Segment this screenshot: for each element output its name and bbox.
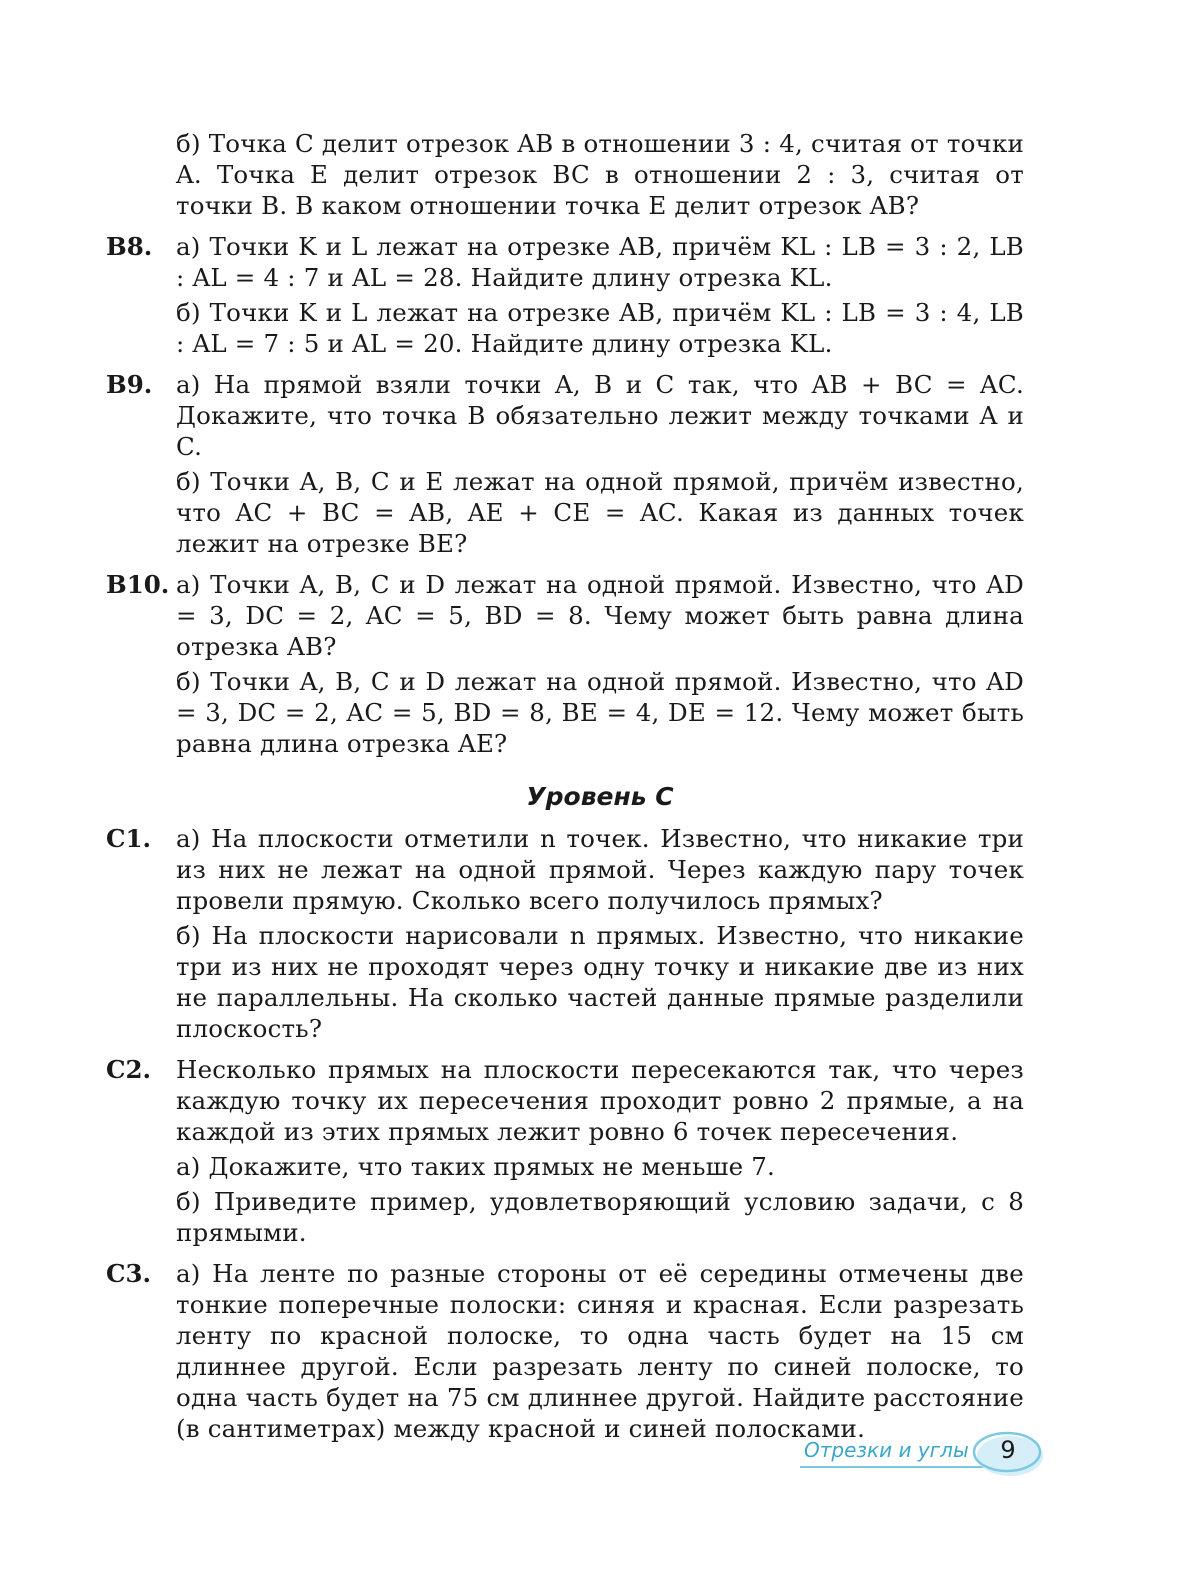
problem-number: C1. <box>106 824 152 853</box>
problem-part: б) Точка C делит отрезок AB в отношении 3 : 4, считая от точки A. Точка E делит отрезок BC в отношении 2 : 3, считая от точки B. В каком отношении точка E делит отрезок AB? <box>176 129 1024 220</box>
page-content <box>106 128 1024 1454</box>
problem-part-a: а) Точки K и L лежат на отрезке AB, причём KL : LB = 3 : 2, LB : AL = 4 : 7 и AL = 28. Найдите длину отрезка KL. <box>176 232 1024 292</box>
section-title: Отрезки и углы <box>804 1438 969 1462</box>
problem-part-a: а) На прямой взяли точки A, B и C так, что AB + BC = AC. Докажите, что точка B обязательно лежит между точками A и C. <box>176 370 1024 461</box>
problem-b10 <box>106 569 1024 759</box>
page-number: 9 <box>1000 1436 1016 1464</box>
problem-part-b: б) Точки A, B, C и E лежат на одной прямой, причём известно, что AC + BC = AB, AE + CE = AC. Какая из данных точек лежит на отрезке BE? <box>176 467 1024 558</box>
level-heading: Уровень C <box>526 782 674 811</box>
page-footer <box>800 1428 1050 1478</box>
problem-b7-continuation <box>106 128 1024 221</box>
problem-c3 <box>106 1258 1024 1444</box>
problem-c1 <box>106 823 1024 1044</box>
problem-number: B10. <box>106 570 170 599</box>
problem-number: C3. <box>106 1259 152 1288</box>
problem-part-a: а) На плоскости отметили n точек. Известно, что никакие три из них не лежат на одной прямой. Через каждую пару точек провели прямую. Сколько всего получилось прямых? <box>176 824 1024 915</box>
problem-part-a: а) Точки A, B, C и D лежат на одной прямой. Известно, что AD = 3, DC = 2, AC = 5, BD = 8. Чему может быть равна длина отрезка AB? <box>176 570 1024 661</box>
problem-number: B8. <box>106 232 153 261</box>
problem-part-b: б) Точки A, B, C и D лежат на одной прямой. Известно, что AD = 3, DC = 2, AC = 5, BD = 8, BE = 4, DE = 12. Чему может быть равна длина отрезка AE? <box>176 667 1024 758</box>
problem-number: C2. <box>106 1055 152 1084</box>
problem-part-b: б) На плоскости нарисовали n прямых. Известно, что никакие три из них не проходят через одну точку и никакие две из них не параллельны. На сколько частей данные прямые разделили плоскость? <box>176 921 1024 1043</box>
problem-part-a: а) Докажите, что таких прямых не меньше 7. <box>176 1152 776 1181</box>
problem-b8 <box>106 231 1024 359</box>
problem-part-a: а) На ленте по разные стороны от её середины отмечены две тонкие поперечные полоски: синяя и красная. Если разрезать ленту по красной полоске, то одна часть будет на 15 см длиннее другой. Если разрезать ленту по синей полоске, то одна часть будет на 75 см длиннее другой. Найдите расстояние (в сантиметрах) между красной и синей полосками. <box>176 1259 1024 1443</box>
problem-part-b: б) Приведите пример, удовлетворяющий условию задачи, с 8 прямыми. <box>176 1187 1024 1247</box>
problem-statement: Несколько прямых на плоскости пересекаются так, что через каждую точку их пересечения проходит ровно 2 прямые, а на каждой из этих прямых лежит ровно 6 точек пересечения. <box>176 1055 1024 1146</box>
problem-b9 <box>106 369 1024 559</box>
problem-part-b: б) Точки K и L лежат на отрезке AB, причём KL : LB = 3 : 4, LB : AL = 7 : 5 и AL = 20. Найдите длину отрезка KL. <box>176 298 1024 358</box>
problem-c2 <box>106 1054 1024 1248</box>
problem-number: B9. <box>106 370 153 399</box>
